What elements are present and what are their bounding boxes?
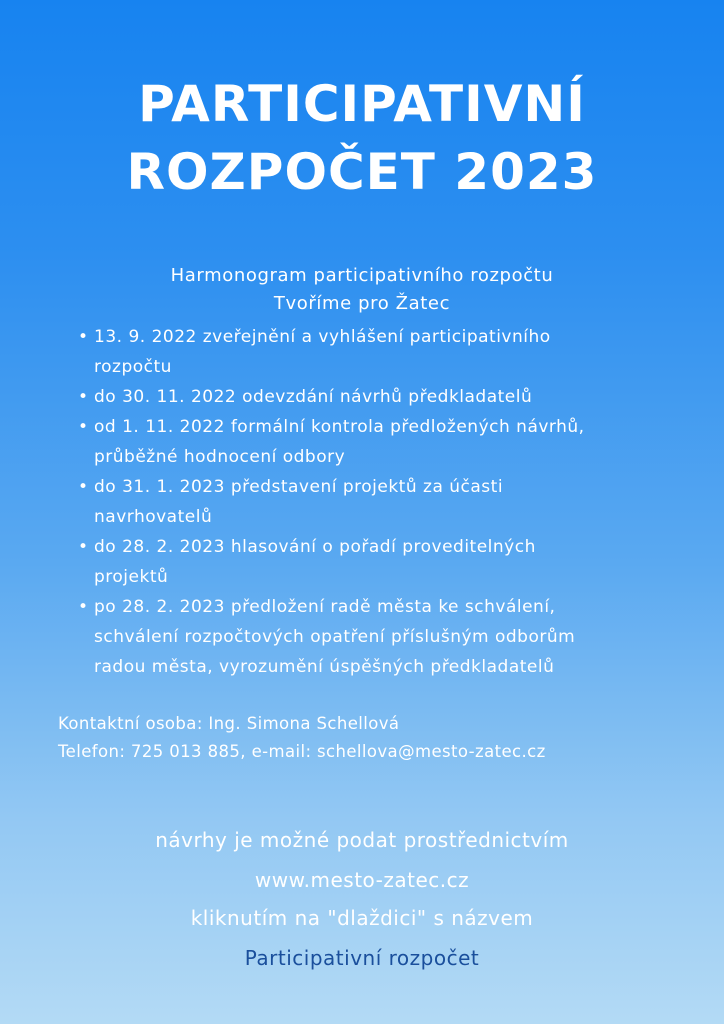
bullet-icon: • — [78, 597, 89, 617]
website-address: www.mesto-zatec.cz — [254, 868, 470, 892]
submission-note: návrhy je možné podat prostřednictvím — [155, 828, 569, 852]
schedule-list — [78, 322, 688, 682]
contact-person: Kontaktní osoba: Ing. Simona Schellová — [58, 714, 400, 733]
schedule-item — [78, 472, 688, 532]
bullet-icon: • — [78, 327, 89, 347]
bullet-icon: • — [78, 477, 89, 497]
schedule-item-text: po 28. 2. 2023 předložení radě města ke schválení, — [94, 597, 556, 617]
schedule-item-text: průběžné hodnocení odbory — [94, 447, 346, 467]
schedule-item — [78, 382, 688, 412]
tile-name: Participativní rozpočet — [244, 946, 480, 970]
schedule-item — [78, 592, 688, 682]
schedule-item-text: do 30. 11. 2022 odevzdání návrhů předkladatelů — [94, 387, 533, 407]
schedule-item-text: od 1. 11. 2022 formální kontrola předložených návrhů, — [94, 417, 585, 437]
schedule-item-text: rozpočtu — [94, 357, 172, 377]
schedule-item-text: radou města, vyrozumění úspěšných předkladatelů — [94, 657, 555, 677]
schedule-item — [78, 322, 688, 382]
schedule-item-text: schválení rozpočtových opatření příslušným odborům — [94, 627, 576, 647]
schedule-item-text: navrhovatelů — [94, 507, 213, 527]
bullet-icon: • — [78, 417, 89, 437]
contact-phone-email: Telefon: 725 013 885, e-mail: schellova@mesto-zatec.cz — [58, 742, 546, 761]
schedule-item — [78, 532, 688, 592]
schedule-item-text: do 28. 2. 2023 hlasování o pořadí proveditelných — [94, 537, 536, 557]
bullet-icon: • — [78, 387, 89, 407]
schedule-subheading: Tvoříme pro Žatec — [273, 293, 451, 314]
bullet-icon: • — [78, 537, 89, 557]
schedule-heading: Harmonogram participativního rozpočtu — [170, 265, 554, 286]
poster-title-line-1: PARTICIPATIVNÍ — [138, 75, 586, 133]
schedule-item-text: projektů — [94, 567, 169, 587]
schedule-item — [78, 412, 688, 472]
schedule-item-text: do 31. 1. 2023 představení projektů za účasti — [94, 477, 504, 497]
poster-title-line-2: ROZPOČET 2023 — [126, 143, 598, 201]
tile-instruction: kliknutím na "dlaždici" s názvem — [190, 906, 534, 930]
schedule-item-text: 13. 9. 2022 zveřejnění a vyhlášení participativního — [94, 327, 551, 347]
